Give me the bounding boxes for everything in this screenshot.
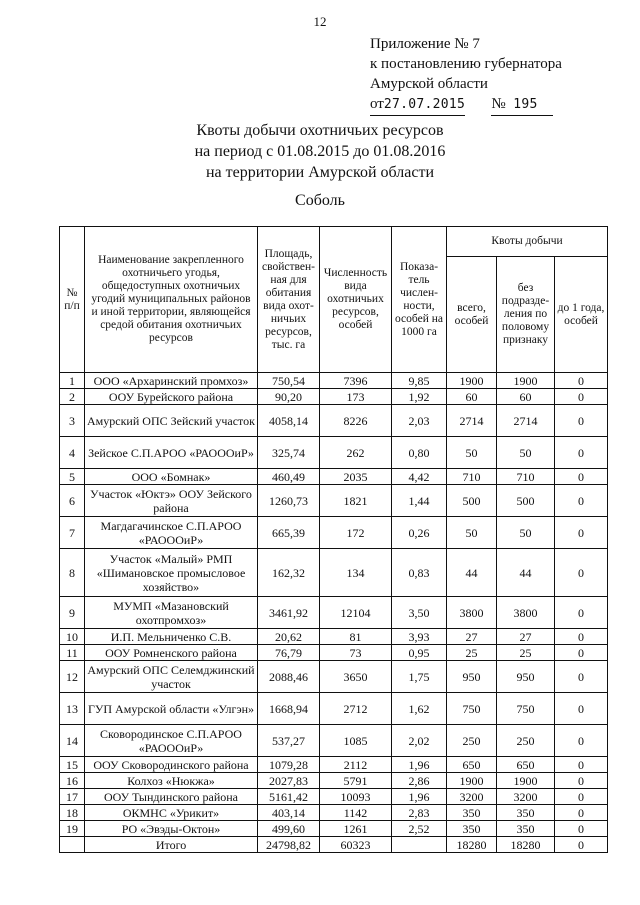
row-no-subdiv: 3800 (497, 597, 555, 629)
row-population: 2712 (320, 693, 392, 725)
table-row (60, 725, 608, 757)
row-under1: 0 (555, 661, 608, 693)
row-no-subdiv: 27 (497, 629, 555, 645)
row-no-subdiv: 750 (497, 693, 555, 725)
row-density: 1,96 (392, 757, 447, 773)
row-num: 18 (60, 805, 85, 821)
row-area: 5161,42 (258, 789, 320, 805)
row-under1: 0 (555, 437, 608, 469)
total-total: 18280 (447, 837, 497, 853)
table-row (60, 437, 608, 469)
appendix-title: Приложение № 7 (370, 36, 480, 52)
row-num: 10 (60, 629, 85, 645)
row-total: 750 (447, 693, 497, 725)
row-under1: 0 (555, 485, 608, 517)
table-row (60, 645, 608, 661)
row-under1: 0 (555, 693, 608, 725)
decree-date: 27.07.2015 (383, 97, 466, 112)
row-total: 710 (447, 469, 497, 485)
row-total: 2714 (447, 405, 497, 437)
total-no-subdiv: 18280 (497, 837, 555, 853)
total-density (392, 837, 447, 853)
row-num: 11 (60, 645, 85, 661)
row-population: 134 (320, 549, 392, 597)
row-under1: 0 (555, 549, 608, 597)
row-area: 750,54 (258, 373, 320, 389)
table-row (60, 405, 608, 437)
row-num: 1 (60, 373, 85, 389)
species-subtitle: Соболь (295, 192, 345, 209)
header-total: всего, особей (447, 257, 497, 373)
row-density: 2,86 (392, 773, 447, 789)
table-row (60, 789, 608, 805)
row-population: 73 (320, 645, 392, 661)
row-area: 90,20 (258, 389, 320, 405)
row-name: Сковородинское С.П.АРОО «РАОООиР» (85, 725, 258, 757)
row-no-subdiv: 350 (497, 805, 555, 821)
header-no-subdiv: без подразде-ления по половому признаку (497, 257, 555, 373)
row-num: 12 (60, 661, 85, 693)
row-population: 3650 (320, 661, 392, 693)
row-no-subdiv: 25 (497, 645, 555, 661)
row-total: 950 (447, 661, 497, 693)
row-population: 7396 (320, 373, 392, 389)
row-num: 3 (60, 405, 85, 437)
row-under1: 0 (555, 757, 608, 773)
row-population: 172 (320, 517, 392, 549)
row-name: И.П. Мельниченко С.В. (85, 629, 258, 645)
row-no-subdiv: 250 (497, 725, 555, 757)
table-row (60, 469, 608, 485)
row-no-subdiv: 44 (497, 549, 555, 597)
row-no-subdiv: 50 (497, 517, 555, 549)
decree-number: 195 (513, 97, 538, 112)
row-total: 250 (447, 725, 497, 757)
table-row (60, 693, 608, 725)
row-num: 6 (60, 485, 85, 517)
row-name: РО «Эвэды-Октон» (85, 821, 258, 837)
row-num: 9 (60, 597, 85, 629)
row-density: 1,92 (392, 389, 447, 405)
appendix-decree: к постановлению губернатора (370, 56, 562, 72)
row-name: ООУ Бурейского района (85, 389, 258, 405)
total-row (60, 837, 608, 853)
total-area: 24798,82 (258, 837, 320, 853)
row-population: 2035 (320, 469, 392, 485)
row-total: 3800 (447, 597, 497, 629)
row-name: ООО «Бомнак» (85, 469, 258, 485)
row-under1: 0 (555, 725, 608, 757)
table-row (60, 549, 608, 597)
total-label: Итого (85, 837, 258, 853)
row-population: 1142 (320, 805, 392, 821)
row-under1: 0 (555, 821, 608, 837)
row-area: 499,60 (258, 821, 320, 837)
row-no-subdiv: 950 (497, 661, 555, 693)
quota-table (59, 226, 608, 853)
total-under1: 0 (555, 837, 608, 853)
row-population: 81 (320, 629, 392, 645)
row-density: 9,85 (392, 373, 447, 389)
row-population: 173 (320, 389, 392, 405)
row-name: Участок «Малый» РМП «Шимановское промысловое хозяйство» (85, 549, 258, 597)
row-total: 50 (447, 517, 497, 549)
appendix-block (370, 34, 562, 116)
table-row (60, 629, 608, 645)
row-density: 2,03 (392, 405, 447, 437)
row-name: ООУ Тындинского района (85, 789, 258, 805)
table-row (60, 757, 608, 773)
header-num: № п/п (60, 227, 85, 373)
row-density: 1,44 (392, 485, 447, 517)
row-total: 650 (447, 757, 497, 773)
table-row (60, 389, 608, 405)
table-row (60, 373, 608, 389)
document-title (0, 120, 640, 183)
row-density: 1,75 (392, 661, 447, 693)
row-population: 2112 (320, 757, 392, 773)
row-under1: 0 (555, 805, 608, 821)
row-population: 5791 (320, 773, 392, 789)
row-no-subdiv: 50 (497, 437, 555, 469)
header-quotas: Квоты добычи (447, 227, 608, 257)
row-name: ООО «Архаринский промхоз» (85, 373, 258, 389)
row-under1: 0 (555, 645, 608, 661)
row-area: 2088,46 (258, 661, 320, 693)
table-row (60, 821, 608, 837)
row-no-subdiv: 350 (497, 821, 555, 837)
row-density: 2,02 (392, 725, 447, 757)
row-under1: 0 (555, 405, 608, 437)
row-population: 1261 (320, 821, 392, 837)
row-population: 1821 (320, 485, 392, 517)
row-total: 350 (447, 821, 497, 837)
title-line-2: на период с 01.08.2015 до 01.08.2016 (194, 143, 446, 160)
row-area: 665,39 (258, 517, 320, 549)
row-population: 1085 (320, 725, 392, 757)
row-num: 14 (60, 725, 85, 757)
row-total: 1900 (447, 773, 497, 789)
row-area: 325,74 (258, 437, 320, 469)
header-name: Наименование закрепленного охотничьего угодья, общедоступных охотничьих угодий муниципальных районов и иной территории, являющейся средой обитания охотничьих ресурсов (85, 227, 258, 373)
row-num: 17 (60, 789, 85, 805)
row-density: 0,80 (392, 437, 447, 469)
row-population: 10093 (320, 789, 392, 805)
total-population: 60323 (320, 837, 392, 853)
row-density: 3,50 (392, 597, 447, 629)
row-name: Амурский ОПС Зейский участок (85, 405, 258, 437)
row-total: 500 (447, 485, 497, 517)
row-num: 4 (60, 437, 85, 469)
row-no-subdiv: 60 (497, 389, 555, 405)
row-no-subdiv: 710 (497, 469, 555, 485)
header-under1: до 1 года, особей (555, 257, 608, 373)
row-under1: 0 (555, 517, 608, 549)
row-no-subdiv: 500 (497, 485, 555, 517)
row-density: 1,62 (392, 693, 447, 725)
row-name: ОКМНС «Урикит» (85, 805, 258, 821)
row-num: 16 (60, 773, 85, 789)
row-num: 5 (60, 469, 85, 485)
row-num: 13 (60, 693, 85, 725)
row-name: Амурский ОПС Селемджинский участок (85, 661, 258, 693)
table-row (60, 517, 608, 549)
row-no-subdiv: 3200 (497, 789, 555, 805)
row-no-subdiv: 1900 (497, 373, 555, 389)
row-name: МУМП «Мазановский охотпромхоз» (85, 597, 258, 629)
header-density: Показа-тель числен-ности, особей на 1000 га (392, 227, 447, 373)
row-density: 4,42 (392, 469, 447, 485)
row-density: 0,26 (392, 517, 447, 549)
row-under1: 0 (555, 629, 608, 645)
row-area: 76,79 (258, 645, 320, 661)
row-density: 1,96 (392, 789, 447, 805)
row-name: Зейское С.П.АРОО «РАОООиР» (85, 437, 258, 469)
table-row (60, 485, 608, 517)
row-area: 403,14 (258, 805, 320, 821)
row-no-subdiv: 650 (497, 757, 555, 773)
row-area: 2027,83 (258, 773, 320, 789)
row-density: 2,52 (392, 821, 447, 837)
row-name: Магдагачинское С.П.АРОО «РАОООиР» (85, 517, 258, 549)
row-total: 350 (447, 805, 497, 821)
row-num: 2 (60, 389, 85, 405)
row-area: 162,32 (258, 549, 320, 597)
row-population: 8226 (320, 405, 392, 437)
title-line-1: Квоты добычи охотничьих ресурсов (196, 122, 444, 139)
date-prefix: от (370, 96, 384, 112)
row-total: 60 (447, 389, 497, 405)
total-row-num (60, 837, 85, 853)
row-density: 0,83 (392, 549, 447, 597)
row-under1: 0 (555, 597, 608, 629)
row-area: 1668,94 (258, 693, 320, 725)
row-num: 19 (60, 821, 85, 837)
row-total: 1900 (447, 373, 497, 389)
row-density: 3,93 (392, 629, 447, 645)
row-area: 4058,14 (258, 405, 320, 437)
header-area: Площадь, свойствен-ная для обитания вида охот-ничьих ресурсов, тыс. га (258, 227, 320, 373)
table-row (60, 805, 608, 821)
appendix-region: Амурской области (370, 76, 488, 92)
number-prefix: № (491, 96, 506, 112)
row-population: 12104 (320, 597, 392, 629)
row-area: 460,49 (258, 469, 320, 485)
row-total: 44 (447, 549, 497, 597)
row-num: 8 (60, 549, 85, 597)
row-no-subdiv: 1900 (497, 773, 555, 789)
row-no-subdiv: 2714 (497, 405, 555, 437)
row-name: ООУ Сковородинского района (85, 757, 258, 773)
row-total: 3200 (447, 789, 497, 805)
row-under1: 0 (555, 789, 608, 805)
table-row (60, 661, 608, 693)
page-number: 12 (313, 14, 327, 29)
row-density: 0,95 (392, 645, 447, 661)
row-area: 3461,92 (258, 597, 320, 629)
appendix-date-line (370, 94, 562, 116)
header-population: Численность вида охотничьих ресурсов, особей (320, 227, 392, 373)
row-num: 15 (60, 757, 85, 773)
row-area: 1079,28 (258, 757, 320, 773)
title-line-3: на территории Амурской области (205, 164, 434, 181)
row-name: ГУП Амурской области «Улгэн» (85, 693, 258, 725)
row-total: 27 (447, 629, 497, 645)
row-num: 7 (60, 517, 85, 549)
table-row (60, 597, 608, 629)
row-name: ООУ Ромненского района (85, 645, 258, 661)
row-under1: 0 (555, 389, 608, 405)
row-total: 25 (447, 645, 497, 661)
row-under1: 0 (555, 773, 608, 789)
row-name: Участок «Юктэ» ООУ Зейского района (85, 485, 258, 517)
row-area: 537,27 (258, 725, 320, 757)
table-row (60, 773, 608, 789)
row-density: 2,83 (392, 805, 447, 821)
row-area: 1260,73 (258, 485, 320, 517)
row-area: 20,62 (258, 629, 320, 645)
row-total: 50 (447, 437, 497, 469)
row-under1: 0 (555, 373, 608, 389)
row-under1: 0 (555, 469, 608, 485)
row-population: 262 (320, 437, 392, 469)
row-name: Колхоз «Нюкжа» (85, 773, 258, 789)
